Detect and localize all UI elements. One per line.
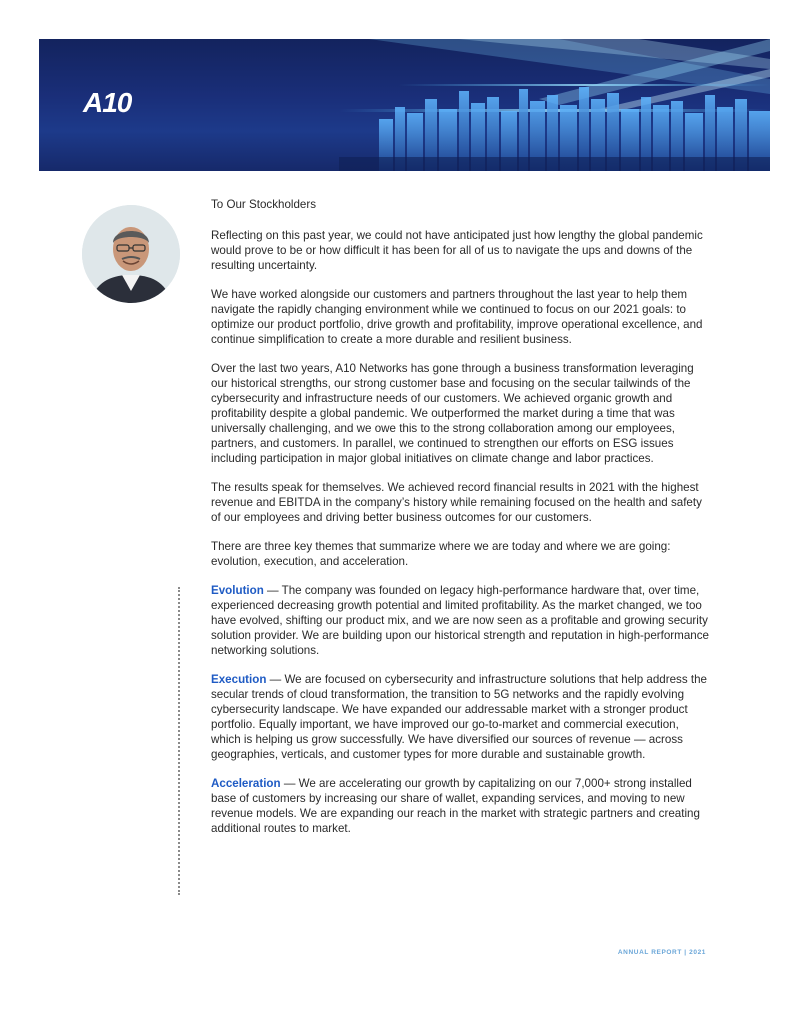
company-logo: A10 — [83, 87, 132, 118]
theme-text: — We are accelerating our growth by capitalizing on our 7,000+ strong installed base of customers by increasing our share of wallet, expanding services, and moving to new revenue models. We are expanding our reach in the market with strategic partners and creating additional routes to market. — [211, 777, 700, 835]
paragraph: There are three key themes that summarize where we are today and where we are going: evolution, execution, and acceleration. — [211, 540, 671, 568]
paragraph: Reflecting on this past year, we could not have anticipated just how lengthy the global pandemic would prove to be or how difficult it has been for all of us to navigate the ups and downs of the resulting uncertainty. — [211, 229, 703, 272]
letter-body — [211, 197, 711, 850]
page-footer: ANNUAL REPORT | 2021 — [617, 949, 706, 956]
person-photo-icon — [82, 205, 180, 303]
paragraph: We have worked alongside our customers and partners throughout the last year to help them navigate the rapidly changing environment while we continued to focus on our 2021 goals: to optimize our product portfolio, drive growth and profitability, improve operational excellence, and continue simplification to create a more durable and resilient business. — [211, 288, 703, 346]
theme-keyword: Execution — [211, 673, 267, 686]
theme-keyword: Acceleration — [211, 777, 281, 790]
theme-text: — We are focused on cybersecurity and infrastructure solutions that help address the secular trends of cloud transformation, the transition to 5G networks and the rapidly evolving cybersecurity landscape. We have expanded our addressable market with a stronger product portfolio. Equally important, we have improved our go-to-market and commercial execution, which is helping us grow successfully. We have diversified our sources of revenue — across geographies, verticals, and customer types for more durable and sustainable growth. — [211, 673, 707, 761]
theme-execution — [211, 672, 711, 762]
salutation: To Our Stockholders — [211, 198, 317, 211]
paragraph: Over the last two years, A10 Networks has gone through a business transformation leveraging our historical strengths, our strong customer base and focusing on the secular tailwinds of the cybersecurity and infrastructure needs of our customers. We achieved organic growth and profitability despite a global pandemic. We outperformed the market during a time that was universally challenging, and we owe this to the strong collaboration among our employees, partners, and customers. In parallel, we continued to strengthen our efforts on ESG issues including participation in major global initiatives on climate change and labor practices. — [211, 362, 694, 465]
paragraph: The results speak for themselves. We achieved record financial results in 2021 with the highest revenue and EBITDA in the company’s history while remaining focused on the health and safety of our employees and driving better business outcomes for our customers. — [211, 481, 702, 524]
theme-keyword: Evolution — [211, 584, 264, 597]
city-skyline-image — [39, 39, 770, 171]
theme-text: — The company was founded on legacy high-performance hardware that, over time, experienced decreasing growth potential and limited profitability. As the market changed, we too have evolved, shifting our product mix, and we are now seen as a profitable and growing security solution provider. We are building upon our historical strength and reputation in high-performance networking solutions. — [211, 584, 709, 657]
dotted-divider — [178, 587, 180, 895]
ceo-portrait — [82, 205, 180, 303]
header-banner — [39, 39, 770, 171]
theme-evolution — [211, 583, 711, 658]
theme-acceleration — [211, 776, 711, 836]
